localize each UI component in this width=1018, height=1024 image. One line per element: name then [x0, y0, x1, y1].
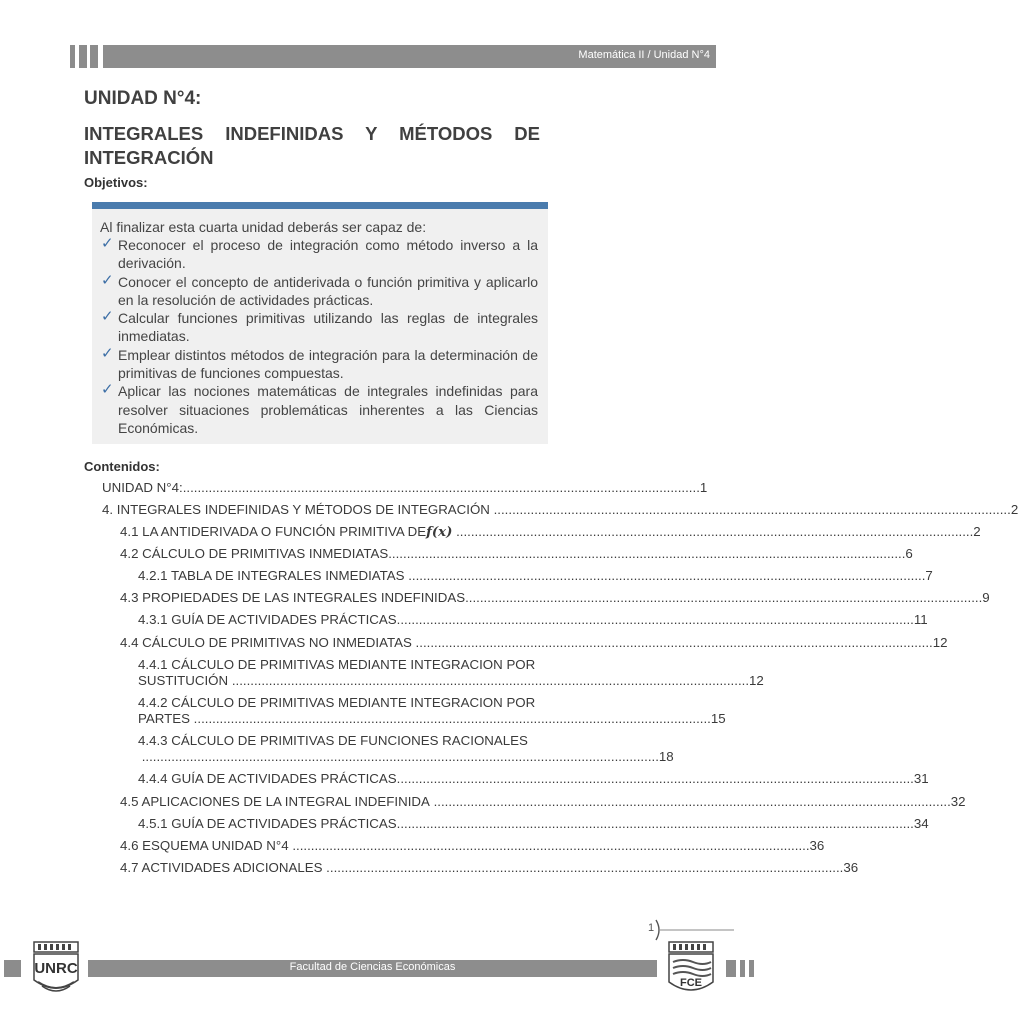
objectives-box: [92, 202, 548, 444]
toc-entry[interactable]: 4.2 CÁLCULO DE PRIMITIVAS INMEDIATAS ............................................................................................................................................ 6: [120, 546, 913, 561]
checkmark-icon: ✓: [101, 235, 114, 252]
toc-leader: ............................................................................................................................................: [396, 771, 914, 786]
footer-stripe: [726, 960, 736, 977]
toc-entry[interactable]: 4.3 PROPIEDADES DE LAS INTEGRALES INDEFINIDAS ............................................................................................................................................ 9: [120, 590, 990, 605]
objectives-intro: Al finalizar esta cuarta unidad deberás ser capaz de:: [100, 219, 427, 235]
toc-entry[interactable]: 4.4.1 CÁLCULO DE PRIMITIVAS MEDIANTE INTEGRACION POR SUSTITUCIÓN ............................................................................................................................................ 12: [138, 657, 764, 688]
toc-entry[interactable]: 4.4 CÁLCULO DE PRIMITIVAS NO INMEDIATAS ............................................................................................................................................ 12: [120, 635, 948, 650]
toc-entry[interactable]: 4.4.3 CÁLCULO DE PRIMITIVAS DE FUNCIONES RACIONALES ............................................................................................................................................ 18: [138, 733, 674, 764]
toc-leader: ............................................................................................................................................: [396, 612, 914, 627]
checkmark-icon: ✓: [101, 381, 114, 399]
fce-logo: [667, 940, 715, 1000]
footer-stripe: [749, 960, 754, 977]
toc-entry[interactable]: UNIDAD N°4: ............................................................................................................................................ 1: [102, 480, 708, 495]
toc-leader: ............................................................................................................................................: [452, 524, 974, 539]
objective-item: ✓ Reconocer el proceso de integración como método inverso a la derivación.: [101, 235, 538, 272]
toc-leader: ............................................................................................................................................: [182, 480, 700, 495]
header-stripe: [90, 45, 98, 68]
main-title: INTEGRALES INDEFINIDAS Y MÉTODOS DE INTEGRACIÓN: [84, 123, 540, 168]
header-bar: [103, 45, 716, 68]
toc-leader: ............................................................................................................................................: [404, 568, 926, 583]
checkmark-icon: ✓: [101, 308, 114, 326]
toc-leader: ............................................................................................................................................: [489, 502, 1011, 517]
toc-entry[interactable]: 4.1 LA ANTIDERIVADA O FUNCIÓN PRIMITIVA DE f(x) ............................................................................................................................................ 2: [120, 524, 981, 540]
toc-entry[interactable]: 4.4.2 CÁLCULO DE PRIMITIVAS MEDIANTE INTEGRACION POR PARTES ............................................................................................................................................ 15: [138, 695, 726, 726]
objective-item: ✓ Emplear distintos métodos de integración para la determinación de primitivas de funciones compuestas.: [101, 344, 538, 382]
unit-title: UNIDAD N°4:: [84, 88, 202, 109]
footer-stripe: [740, 960, 745, 977]
toc-entry[interactable]: 4. INTEGRALES INDEFINIDAS Y MÉTODOS DE INTEGRACIÓN ............................................................................................................................................ 2: [102, 502, 1018, 517]
svg-text:UNRC: UNRC: [34, 960, 78, 977]
toc-leader: ............................................................................................................................................: [465, 590, 983, 605]
toc-entry[interactable]: 4.3.1 GUÍA DE ACTIVIDADES PRÁCTICAS ............................................................................................................................................ 11: [138, 612, 928, 627]
header-stripe: [70, 45, 75, 68]
contents-label: Contenidos:: [84, 459, 160, 474]
toc-leader: ............................................................................................................................................: [396, 816, 914, 831]
toc-leader: ............................................................................................................................................: [388, 546, 906, 561]
unrc-logo: [32, 940, 80, 998]
toc-leader: ............................................................................................................................................: [189, 711, 711, 726]
footer-bar: [88, 960, 657, 977]
footer-stripe: [4, 960, 21, 977]
toc-entry[interactable]: 4.7 ACTIVIDADES ADICIONALES ............................................................................................................................................ 36: [120, 860, 859, 875]
objective-item: ✓ Aplicar las nociones matemáticas de integrales indefinidas para resolver situaciones problemáticas inherentes a las Ciencias Económicas.: [101, 381, 538, 436]
toc-leader: ............................................................................................................................................: [138, 749, 659, 764]
toc-leader: ............................................................................................................................................: [429, 794, 951, 809]
checkmark-icon: ✓: [101, 344, 114, 362]
toc-leader: ............................................................................................................................................: [322, 860, 844, 875]
toc-leader: ............................................................................................................................................: [411, 635, 933, 650]
toc-entry[interactable]: 4.5 APLICACIONES DE LA INTEGRAL INDEFINIDA ............................................................................................................................................ 32: [120, 794, 966, 809]
objectives-label: Objetivos:: [84, 175, 148, 190]
header-title: Matemática II / Unidad N°4: [578, 49, 710, 61]
svg-text:FCE: FCE: [680, 977, 702, 989]
toc-leader: ............................................................................................................................................: [228, 673, 750, 688]
toc-entry[interactable]: 4.6 ESQUEMA UNIDAD N°4 ............................................................................................................................................ 36: [120, 838, 825, 853]
footer-title: Facultad de Ciencias Económicas: [289, 961, 456, 973]
page-number: 1: [648, 922, 655, 934]
objectives-accent-bar: [92, 202, 548, 209]
header-stripe: [79, 45, 87, 68]
toc-entry[interactable]: 4.4.4 GUÍA DE ACTIVIDADES PRÁCTICAS ............................................................................................................................................ 31: [138, 771, 929, 786]
toc-entry[interactable]: 4.5.1 GUÍA DE ACTIVIDADES PRÁCTICAS ............................................................................................................................................ 34: [138, 816, 929, 831]
toc-leader: ............................................................................................................................................: [288, 838, 810, 853]
objectives-list: [98, 236, 538, 437]
objective-item: ✓ Conocer el concepto de antiderivada o función primitiva y aplicarlo en la resolución de actividades prácticas.: [101, 271, 538, 308]
objective-item: ✓ Calcular funciones primitivas utilizando las reglas de integrales inmediatas.: [101, 308, 538, 345]
page-number-bracket: [654, 918, 736, 942]
math-fx: f(x): [426, 525, 453, 540]
checkmark-icon: ✓: [101, 271, 114, 289]
toc-entry[interactable]: 4.2.1 TABLA DE INTEGRALES INMEDIATAS ............................................................................................................................................ 7: [138, 568, 933, 583]
